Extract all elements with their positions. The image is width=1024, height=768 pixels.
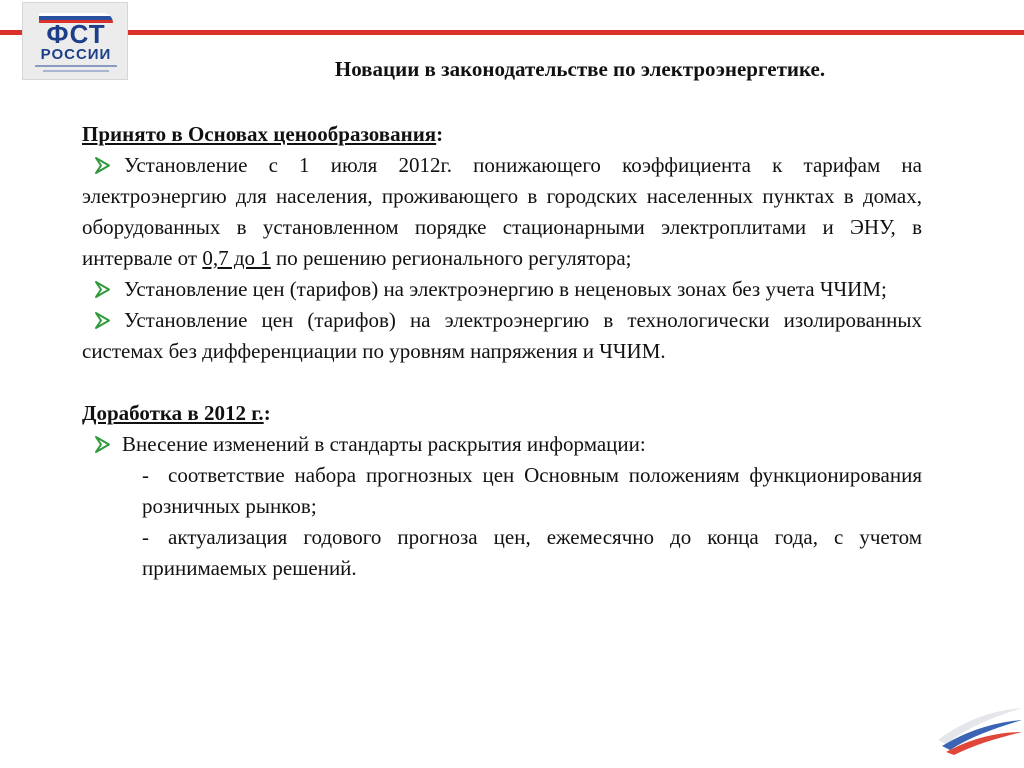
list-item-text: по решению регионального регулятора;	[270, 246, 632, 270]
coefficient-range: 0,7 до 1	[202, 246, 271, 270]
section-heading-text: Доработка в 2012 г.	[82, 401, 264, 425]
logo-tagline-line	[43, 70, 109, 72]
arrow-bullet-icon	[94, 150, 116, 181]
section-heading-colon: :	[263, 401, 271, 425]
sub-item-text: соответствие набора прогнозных цен Основным положениям функционирования розничных рынков;	[142, 463, 922, 518]
sub-item	[82, 522, 922, 584]
header-red-line	[0, 30, 1024, 35]
logo-name: ФСТ	[46, 19, 106, 49]
arrow-bullet-icon	[94, 274, 116, 305]
sub-item	[82, 460, 922, 522]
list-item	[82, 429, 922, 460]
list-item-text: Внесение изменений в стандарты раскрытия информации:	[122, 432, 646, 456]
logo-country: РОССИИ	[40, 46, 112, 63]
slide-title: Новации в законодательстве по электроэнергетике.	[334, 57, 826, 81]
slide-body	[82, 119, 922, 584]
arrow-bullet-icon	[94, 429, 116, 460]
list-item-text: Установление с 1 июля 2012г. понижающего коэффициента к тарифам на электроэнергию для населения, проживающего в городских населенных пунктах в домах, оборудованных в установленном порядке стационарными электроплитами и ЭНУ, в интервале от	[82, 153, 922, 270]
sub-item-text: актуализация годового прогноза цен, ежемесячно до конца года, с учетом принимаемых решений.	[142, 525, 922, 580]
section-heading-pricing	[82, 119, 922, 150]
section-heading-colon: :	[436, 122, 444, 146]
dash-marker: -	[142, 463, 149, 487]
list-item	[82, 274, 922, 305]
fst-logo	[22, 2, 128, 80]
list-item-text: Установление цен (тарифов) на электроэнергию в неценовых зонах без учета ЧЧИМ;	[124, 277, 887, 301]
flag-swoosh-icon	[934, 700, 1024, 756]
dash-marker: -	[142, 525, 149, 549]
logo-tagline-line	[35, 65, 117, 67]
list-item	[82, 305, 922, 367]
arrow-bullet-icon	[94, 305, 116, 336]
list-item-text: Установление цен (тарифов) на электроэнергию в технологически изолированных системах без дифференциации по уровням напряжения и ЧЧИМ.	[82, 308, 922, 363]
list-item	[82, 150, 922, 274]
section-heading-text: Принято в Основах ценообразования	[82, 122, 437, 146]
section-heading-2012	[82, 398, 922, 429]
